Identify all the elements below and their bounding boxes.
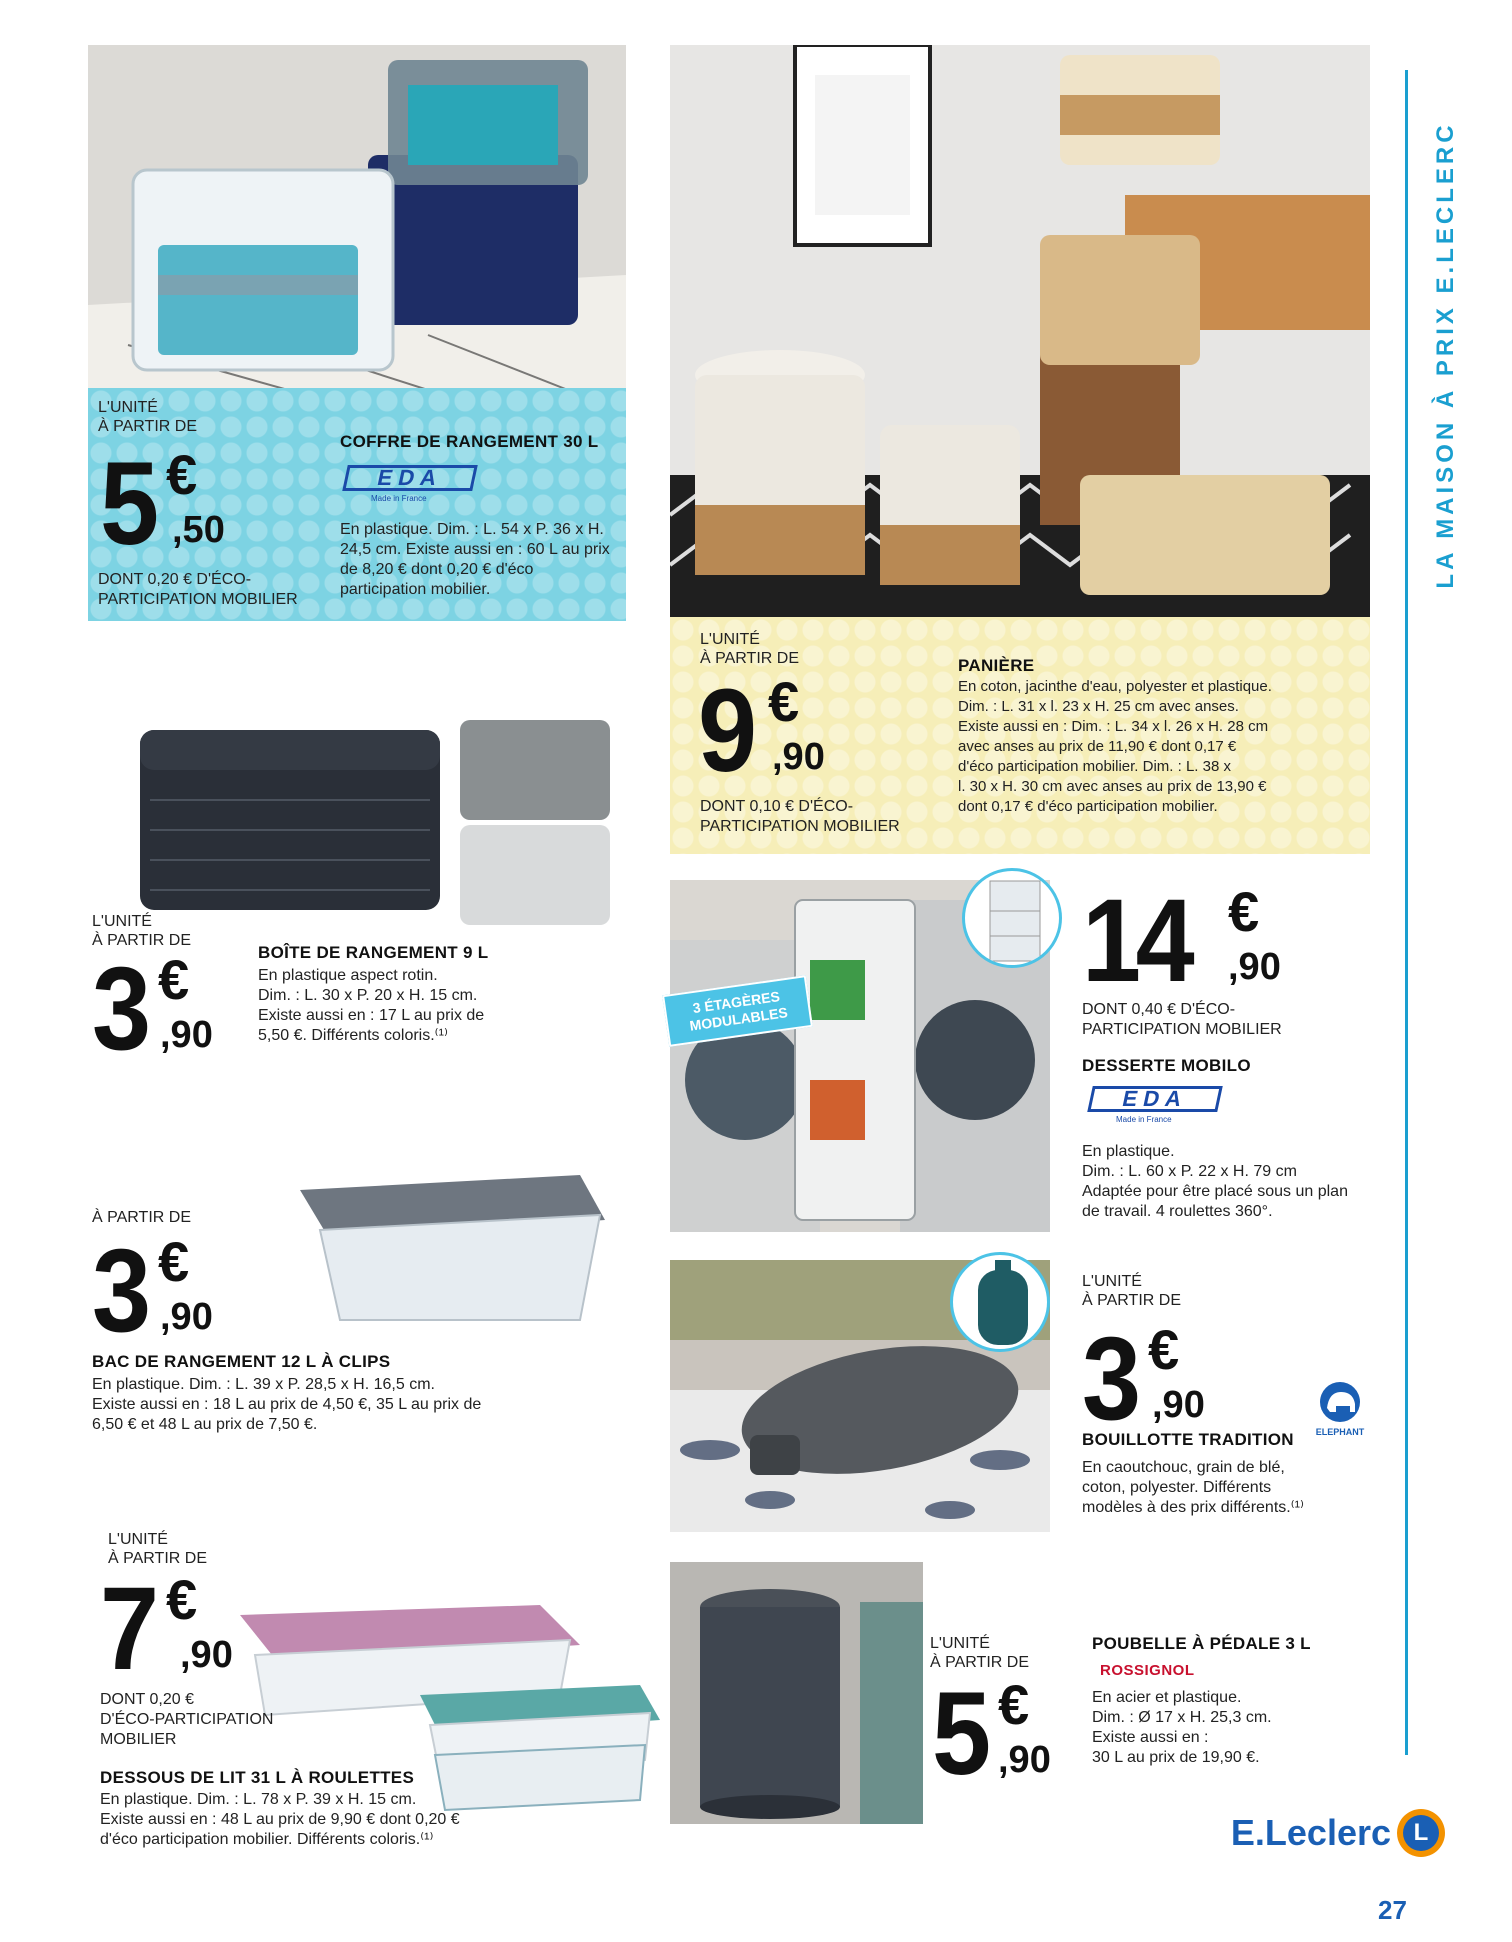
poubelle-price	[932, 1668, 1092, 1805]
desserte-price-currency: €	[1228, 880, 1260, 943]
side-banner-text: LA MAISON À PRIX E.LECLERC	[1432, 121, 1459, 589]
paniere-eco: DONT 0,10 € D'ÉCO- PARTICIPATION MOBILIER	[700, 798, 900, 835]
coffre-price-cents: ,50	[172, 509, 225, 551]
eda-wordmark: EDA	[1087, 1086, 1223, 1112]
desserte-eco: DONT 0,40 € D'ÉCO- PARTICIPATION MOBILIER	[1082, 1001, 1282, 1038]
poubelle-unit-label: L'UNITÉ À PARTIR DE	[930, 1635, 1029, 1671]
coffre-price-int: 5	[100, 438, 154, 570]
poubelle-price-cents: ,90	[998, 1739, 1051, 1781]
dessous-price	[100, 1563, 260, 1700]
boite-price	[92, 943, 252, 1080]
boite-price-currency: €	[158, 948, 190, 1011]
coffre-title: COFFRE DE RANGEMENT 30 L	[340, 432, 599, 451]
boite-title: BOÎTE DE RANGEMENT 9 L	[258, 943, 489, 962]
bac-description: En plastique. Dim. : L. 39 x P. 28,5 x H. 16,5 cm. Existe aussi en : 18 L au prix de 4,50 €, 35 L au prix de 6,50 € et 48 L au prix de 7,50 €.	[92, 1376, 482, 1433]
bac-title: BAC DE RANGEMENT 12 L À CLIPS	[92, 1352, 391, 1371]
bouillotte-unit-label: L'UNITÉ À PARTIR DE	[1082, 1273, 1181, 1309]
leclerc-wordmark: E.Leclerc	[1230, 1812, 1391, 1853]
bac-illustration	[290, 1160, 610, 1325]
poubelle-title: POUBELLE À PÉDALE 3 L	[1092, 1634, 1311, 1653]
dessous-unit-label: L'UNITÉ À PARTIR DE	[108, 1531, 207, 1567]
desserte-price-cents: ,90	[1228, 946, 1281, 988]
coffre-eco: DONT 0,20 € D'ÉCO- PARTICIPATION MOBILIER	[98, 571, 298, 608]
bouillotte-price-cents: ,90	[1152, 1384, 1205, 1426]
poubelle-description: En acier et plastique. Dim. : Ø 17 x H. 25,3 cm. Existe aussi en : 30 L au prix de 19,90 €.	[1092, 1689, 1272, 1766]
desserte-badge-text: 3 ÉTAGÈRES MODULABLES	[688, 988, 789, 1034]
desserte-description: En plastique. Dim. : L. 60 x P. 22 x H. 79 cm Adaptée pour être placé sous un plan de travail. 4 roulettes 360°.	[1082, 1143, 1348, 1220]
dessous-title: DESSOUS DE LIT 31 L À ROULETTES	[100, 1768, 415, 1787]
paniere-unit-label: L'UNITÉ À PARTIR DE	[700, 631, 799, 667]
made-in-france-flag: Made in France	[1116, 1115, 1172, 1124]
coffre-photo	[88, 45, 626, 390]
bouillotte-price-int: 3	[1082, 1313, 1136, 1445]
bouillotte-zoom-circle	[950, 1252, 1050, 1352]
boite-price-cents: ,90	[160, 1014, 213, 1056]
poubelle-price-int: 5	[932, 1668, 986, 1800]
side-banner-line	[1405, 70, 1408, 1755]
bouillotte-price-currency: €	[1148, 1318, 1180, 1381]
desserte-price-int: 14	[1082, 875, 1190, 1007]
coffre-price-currency: €	[166, 443, 198, 506]
page-number: 27	[1378, 1895, 1407, 1925]
dessous-price-int: 7	[100, 1563, 154, 1695]
desserte-zoom-circle	[962, 868, 1062, 968]
desserte-brand-eda-logo	[1090, 1086, 1220, 1126]
boite-price-int: 3	[92, 943, 146, 1075]
paniere-illustration	[670, 45, 1370, 617]
side-banner	[1432, 70, 1472, 640]
bac-price-cents: ,90	[160, 1296, 213, 1338]
bac-price	[92, 1225, 252, 1362]
desserte-price	[1082, 875, 1312, 1012]
elephant-wordmark: ELEPHANT	[1315, 1427, 1365, 1437]
paniere-title: PANIÈRE	[958, 656, 1035, 675]
poubelle-price-currency: €	[998, 1673, 1030, 1736]
eda-wordmark: EDA	[342, 465, 478, 491]
dessous-price-cents: ,90	[180, 1634, 233, 1676]
boite-unit-label: L'UNITÉ À PARTIR DE	[92, 913, 191, 949]
boite-photo	[130, 700, 630, 940]
boite-illustration	[130, 700, 630, 940]
poubelle-illustration	[670, 1562, 923, 1824]
coffre-price	[100, 438, 280, 575]
bouillotte-description: En caoutchouc, grain de blé, coton, polyester. Différents modèles à des prix différents.⁽¹⁾	[1082, 1459, 1304, 1516]
boite-description: En plastique aspect rotin. Dim. : L. 30 x P. 20 x H. 15 cm. Existe aussi en : 17 L au prix de 5,50 €. Différents coloris.⁽¹⁾	[258, 967, 485, 1044]
poubelle-photo	[670, 1562, 923, 1824]
bac-photo	[290, 1160, 610, 1325]
elephant-icon	[1305, 1380, 1375, 1422]
paniere-description: En coton, jacinthe d'eau, polyester et plastique. Dim. : L. 31 x l. 23 x H. 25 cm avec anses. Existe aussi en : Dim. : L. 34 x l. 26 x H. 28 cm avec anses au prix de 11,90 € dont 0,17 € d'éco participation mobilier. Dim. : L. 38 x l. 30 x H. 30 cm avec anses au prix de 13,90 € dont 0,17 € d'éco participation mobilier.	[958, 678, 1272, 815]
bac-price-int: 3	[92, 1225, 146, 1357]
elephant-brand-logo	[1305, 1380, 1375, 1442]
desserte-title: DESSERTE MOBILO	[1082, 1056, 1251, 1075]
dessous-price-currency: €	[166, 1568, 198, 1631]
bac-price-currency: €	[158, 1230, 190, 1293]
dessous-description: En plastique. Dim. : L. 78 x P. 39 x H. 15 cm. Existe aussi en : 48 L au prix de 9,90 € dont 0,20 € d'éco participation mobilier. Différents coloris.⁽¹⁾	[100, 1791, 460, 1848]
leclerc-l-icon	[1397, 1809, 1445, 1857]
paniere-price-currency: €	[768, 670, 800, 733]
made-in-france-flag: Made in France	[371, 494, 427, 503]
bouillotte-title: BOUILLOTTE TRADITION	[1082, 1430, 1294, 1449]
leclerc-logo	[1125, 1805, 1445, 1861]
rossignol-brand-logo: ROSSIGNOL	[1100, 1662, 1195, 1679]
paniere-price	[698, 665, 878, 802]
dessous-eco: DONT 0,20 € D'ÉCO-PARTICIPATION MOBILIER	[100, 1691, 274, 1748]
coffre-unit-label: L'UNITÉ À PARTIR DE	[98, 399, 197, 435]
leclerc-l-mark: L	[1403, 1815, 1439, 1851]
coffre-description: En plastique. Dim. : L. 54 x P. 36 x H. 24,5 cm. Existe aussi en : 60 L au prix de 8,20 € dont 0,20 € d'éco participation mobilier.	[340, 521, 610, 598]
coffre-brand-eda-logo	[345, 465, 475, 505]
paniere-photo	[670, 45, 1370, 617]
paniere-price-cents: ,90	[772, 736, 825, 778]
coffre-illustration	[88, 45, 626, 390]
paniere-price-int: 9	[698, 665, 752, 797]
bac-label: À PARTIR DE	[92, 1209, 191, 1226]
